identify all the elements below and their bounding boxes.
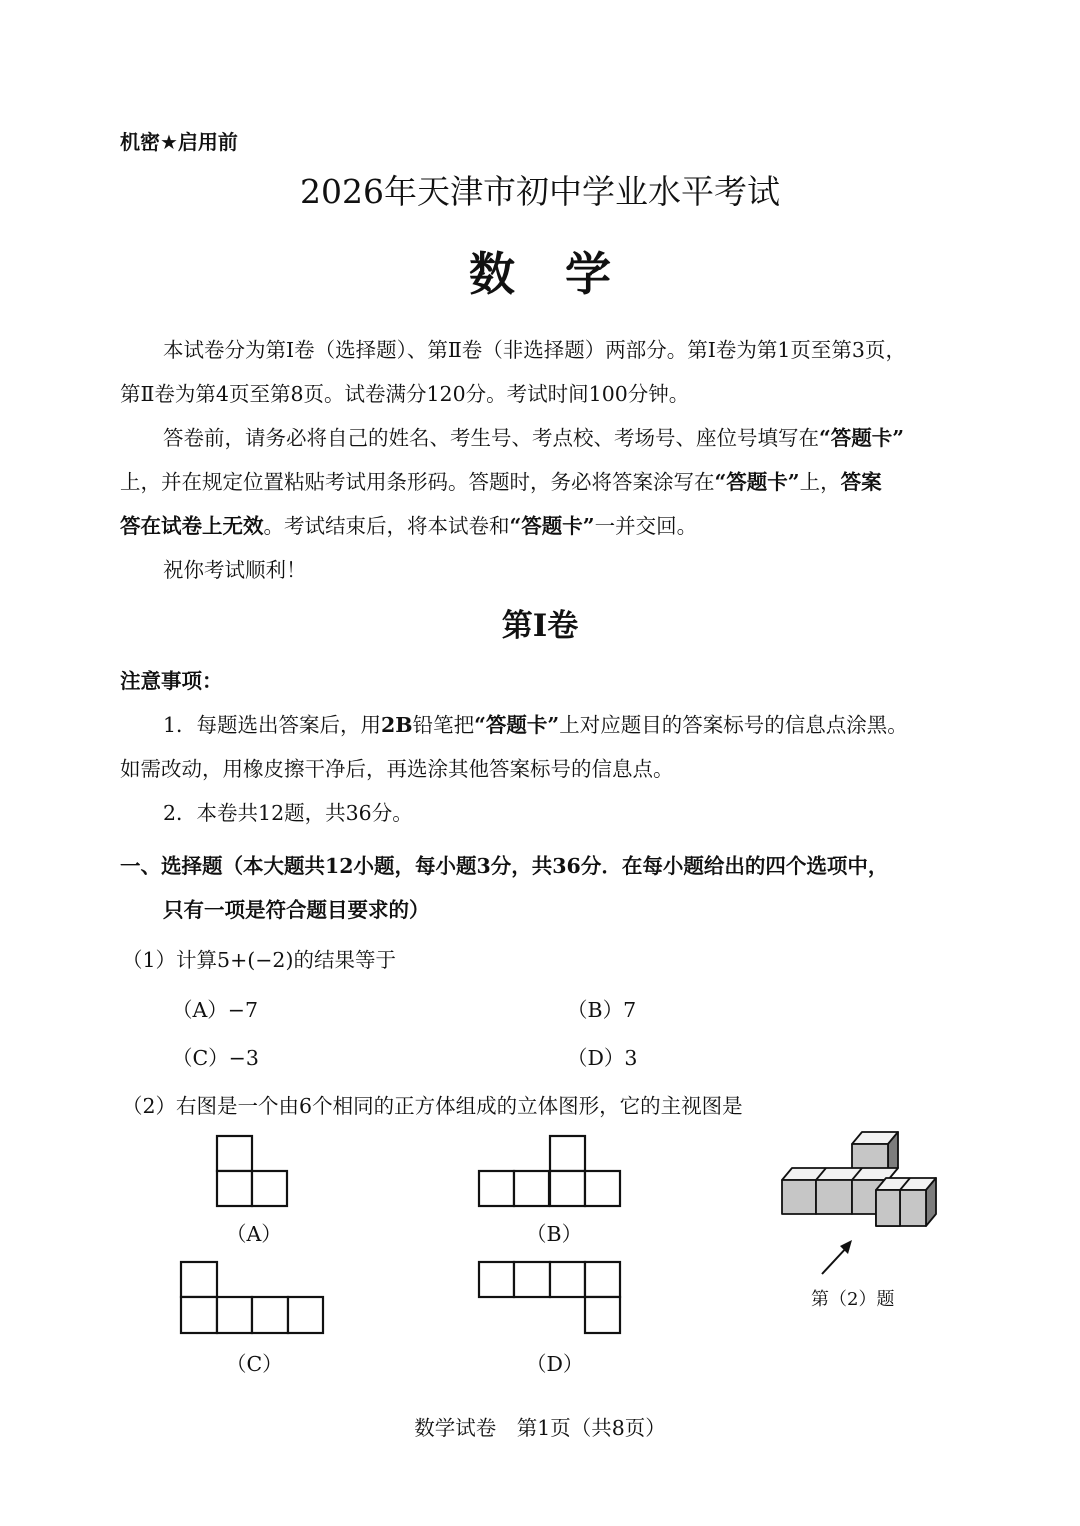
- q1-option-c: （C）−3: [172, 1046, 259, 1070]
- q2-option-d-label: （D）: [526, 1352, 584, 1376]
- q2-option-b-label: （B）: [526, 1222, 583, 1246]
- page-footer: 数学试卷 第1页（共8页）: [414, 1416, 666, 1440]
- intro-line-5: 答在试卷上无效。考试结束后，将本试卷和“答题卡”一并交回。: [120, 514, 698, 538]
- q2-figure-caption: 第（2）题: [811, 1289, 895, 1310]
- question-1-stem: （1）计算5+(−2)的结果等于: [122, 948, 396, 972]
- notice-item-2: 2．本卷共12题，共36分。: [163, 801, 413, 825]
- good-luck-text: 祝你考试顺利！: [163, 558, 307, 582]
- q2-option-d-figure: [478, 1261, 624, 1335]
- section-heading-line-2: 只有一项是符合题目要求的）: [163, 898, 430, 922]
- q2-option-c-figure: [180, 1261, 326, 1335]
- notice-heading: 注意事项：: [120, 669, 223, 693]
- confidential-label: 机密★启用前: [120, 130, 238, 154]
- exam-title: 2026年天津市初中学业水平考试: [300, 172, 780, 211]
- question-2-stem: （2）右图是一个由6个相同的正方体组成的立体图形，它的主视图是: [122, 1094, 743, 1118]
- q2-cube-figure: [776, 1128, 946, 1298]
- intro-line-4: 上，并在规定位置粘贴考试用条形码。答题时，务必将答案涂写在“答题卡”上，答案: [120, 470, 882, 494]
- intro-line-3: 答卷前，请务必将自己的姓名、考生号、考点校、考场号、座位号填写在“答题卡”: [163, 426, 905, 450]
- q2-option-a-label: （A）: [226, 1222, 282, 1246]
- q2-option-c-label: （C）: [226, 1352, 283, 1376]
- intro-line-2: 第Ⅱ卷为第4页至第8页。试卷满分120分。考试时间100分钟。: [120, 382, 690, 406]
- q2-option-b-figure: [478, 1135, 624, 1207]
- notice-item-1-line-2: 如需改动，用橡皮擦干净后，再选涂其他答案标号的信息点。: [120, 757, 674, 781]
- notice-item-1: 1．每题选出答案后，用2B铅笔把“答题卡”上对应题目的答案标号的信息点涂黑。: [163, 713, 908, 737]
- volume-title: 第Ⅰ卷: [501, 608, 579, 644]
- q1-option-b: （B）7: [567, 998, 637, 1022]
- intro-line-1: 本试卷分为第Ⅰ卷（选择题）、第Ⅱ卷（非选择题）两部分。第Ⅰ卷为第1页至第3页，: [163, 338, 906, 362]
- q2-option-a-figure: [216, 1135, 290, 1207]
- section-heading: 一、选择题（本大题共12小题，每小题3分，共36分．在每小题给出的四个选项中，: [120, 854, 889, 878]
- q1-option-d: （D）3: [567, 1046, 638, 1070]
- q1-option-a: （A）−7: [172, 998, 259, 1022]
- subject-title: 数学: [469, 247, 661, 301]
